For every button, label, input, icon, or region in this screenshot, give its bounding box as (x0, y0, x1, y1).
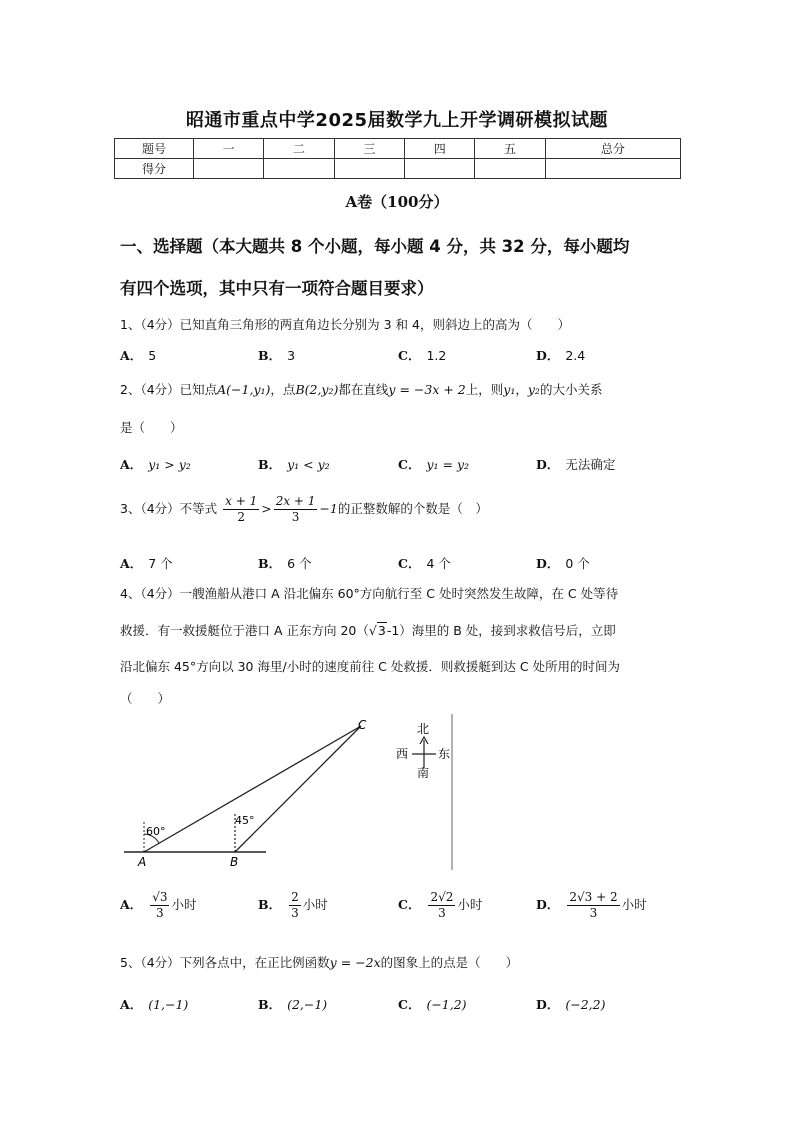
score-input-cell[interactable] (334, 159, 404, 179)
point-a-label: A (138, 855, 147, 869)
question-4-line3: 沿北偏东 45°方向以 30 海里/小时的速度前往 C 处救援．则救援艇到达 C 处所用的时间为 (120, 659, 621, 674)
q1-option-a[interactable]: A． 5 (120, 348, 157, 363)
score-input-cell[interactable] (264, 159, 334, 179)
table-cell: 一 (194, 139, 264, 159)
fraction: $\frac{x + 1}{2}$ (225, 494, 258, 524)
q1-option-c[interactable]: C． 1.2 (398, 348, 447, 363)
table-cell: 二 (264, 139, 334, 159)
q5-option-d[interactable]: D． (−2,2) (536, 997, 606, 1012)
q3-option-b[interactable]: B． 6 个 (258, 556, 312, 571)
volume-heading: A卷（100分） (345, 193, 449, 211)
point-b-label: B (230, 855, 239, 869)
table-row (115, 139, 681, 159)
q1-option-d[interactable]: D． 2.4 (536, 348, 586, 363)
score-input-cell[interactable] (475, 159, 545, 179)
fraction: $\frac{2x + 1}{3}$ (275, 494, 316, 524)
question-4-line2: 救援．有一救援艇位于港口 A 正东方向 20（√3-1）海里的 B 处，接到求救信号后，立即 (120, 623, 616, 638)
question-4-line1: 4、（4分）一艘渔船从港口 A 沿北偏东 60°方向航行至 C 处时突然发生故障，在 C 处等待 (120, 586, 619, 601)
compass-south: 南 (417, 766, 430, 780)
q2-option-b[interactable]: B． y₁ < y₂ (258, 457, 330, 472)
compass-west: 西 (396, 747, 409, 761)
question-5-stem: 5、（4分）下列各点中，在正比例函数y = −2x的图象上的点是（ ） (120, 955, 519, 970)
table-cell: 四 (405, 139, 475, 159)
q5-option-a[interactable]: A． (1,−1) (120, 997, 189, 1012)
score-table (114, 138, 681, 179)
q3-option-c[interactable]: C． 4 个 (398, 556, 451, 571)
question-2-cont: 是（ ） (120, 420, 183, 435)
navigation-diagram (118, 712, 463, 872)
q3-option-d[interactable]: D． 0 个 (536, 556, 590, 571)
angle-a-label: 60° (146, 825, 166, 838)
line-ac (144, 726, 361, 852)
table-cell: 三 (334, 139, 404, 159)
q4-option-d[interactable]: D． $\frac{2√3 + 2}{3}$ 小时 (536, 890, 647, 920)
q4-option-a[interactable]: A． $\frac{√3}{3}$ 小时 (120, 890, 197, 920)
q5-option-b[interactable]: B． (2,−1) (258, 997, 328, 1012)
table-cell: 题号 (115, 139, 194, 159)
point-c-label: C (358, 718, 367, 732)
q2-option-c[interactable]: C． y₁ = y₂ (398, 457, 470, 472)
question-3-stem: 3、（4分）不等式 $\frac{x + 1}{2}$ > $\frac{2x + 1}{3}$ −1的正整数解的个数是（ ） (120, 494, 488, 524)
table-row (115, 159, 681, 179)
table-cell: 得分 (115, 159, 194, 179)
section-heading-line1: 一、选择题（本大题共 8 个小题，每小题 4 分，共 32 分，每小题均 (120, 237, 630, 256)
q2-option-d[interactable]: D． 无法确定 (536, 457, 616, 472)
score-input-cell[interactable] (194, 159, 264, 179)
q1-option-b[interactable]: B． 3 (258, 348, 296, 363)
angle-b-label: 45° (235, 814, 255, 827)
q4-option-b[interactable]: B． $\frac{2}{3}$ 小时 (258, 890, 328, 920)
question-1-stem: 1、（4分）已知直角三角形的两直角边长分别为 3 和 4，则斜边上的高为（ ） (120, 317, 570, 332)
score-input-cell[interactable] (405, 159, 475, 179)
line-bc (235, 726, 361, 852)
q2-option-a[interactable]: A． y₁ > y₂ (120, 457, 191, 472)
compass-north: 北 (417, 722, 430, 736)
q4-option-c[interactable]: C． $\frac{2√2}{3}$ 小时 (398, 890, 483, 920)
table-cell: 五 (475, 139, 545, 159)
q5-option-c[interactable]: C． (−1,2) (398, 997, 467, 1012)
compass-east: 东 (438, 747, 451, 761)
question-4-line4: （ ） (120, 691, 171, 706)
question-2-stem: 2、（4分）已知点A(−1,y₁)，点B(2,y₂)都在直线y = −3x + 2上，则y₁，y₂的大小关系 (120, 382, 603, 397)
table-cell: 总分 (545, 139, 680, 159)
q3-option-a[interactable]: A． 7 个 (120, 556, 173, 571)
page-title: 昭通市重点中学2025届数学九上开学调研模拟试题 (185, 110, 609, 131)
section-heading-line2: 有四个选项，其中只有一项符合题目要求） (120, 279, 434, 298)
score-input-cell[interactable] (545, 159, 680, 179)
